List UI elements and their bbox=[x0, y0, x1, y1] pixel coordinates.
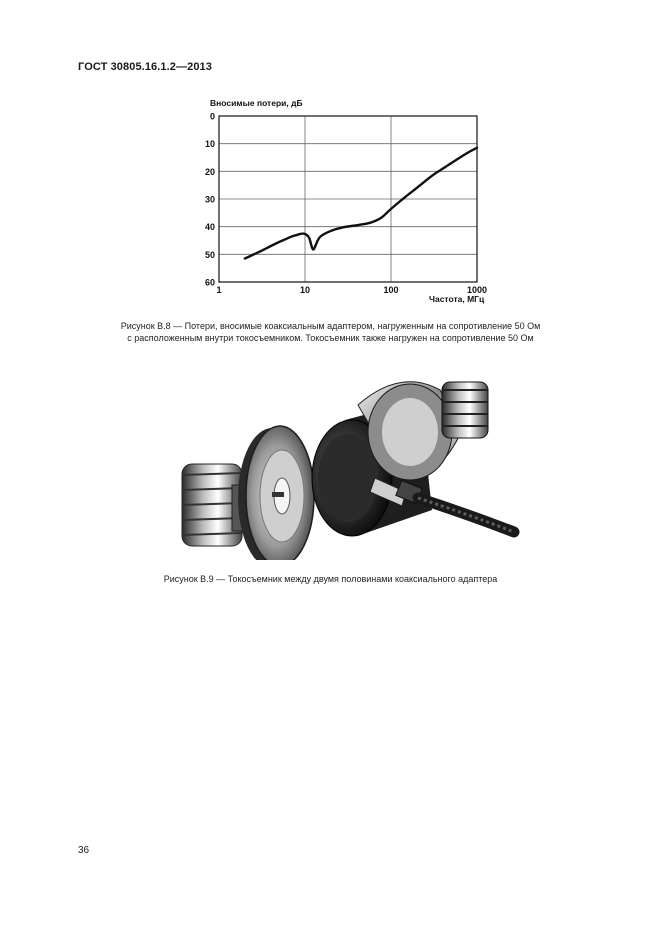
figure-b9-caption: Рисунок В.9 — Токосъемник между двумя половинами коаксиального адаптера bbox=[163, 574, 498, 584]
left-adapter-disc-shape bbox=[238, 426, 314, 560]
x-tick-label: 100 bbox=[383, 285, 399, 295]
x-tick-label: 1 bbox=[216, 285, 222, 295]
figure-b8-caption-line2: с расположенным внутри токосъемником. Токосъемник также нагружен на сопротивление 50 Ом bbox=[127, 333, 534, 343]
y-tick-label: 20 bbox=[204, 166, 215, 177]
x-tick-label: 1000 bbox=[466, 285, 488, 295]
page-number: 36 bbox=[78, 845, 90, 856]
y-tick-label: 60 bbox=[204, 277, 215, 288]
current-probe-adapter-photo bbox=[170, 360, 520, 560]
insertion-loss-chart bbox=[200, 94, 500, 309]
photo-illustration bbox=[170, 360, 520, 560]
y-tick-label: 40 bbox=[204, 222, 215, 233]
y-tick-label: 10 bbox=[204, 139, 215, 150]
standard-header: ГОСТ 30805.16.1.2—2013 bbox=[78, 61, 212, 73]
insertion-loss-series-line bbox=[245, 148, 477, 259]
figure-b8-caption-line1: Рисунок В.8 — Потери, вносимые коаксиальным адаптером, нагруженным на сопротивление 50 Ом bbox=[120, 321, 541, 331]
chart-svg bbox=[200, 94, 500, 309]
y-tick-label: 50 bbox=[204, 249, 215, 260]
x-axis-label: Частота, МГц bbox=[429, 294, 485, 304]
y-tick-label: 0 bbox=[209, 111, 215, 122]
y-tick-label: 30 bbox=[204, 194, 215, 205]
x-tick-label: 10 bbox=[299, 285, 311, 295]
figure-b8-caption bbox=[0, 320, 661, 344]
y-axis-label: Вносимые потери, дБ bbox=[210, 98, 303, 108]
